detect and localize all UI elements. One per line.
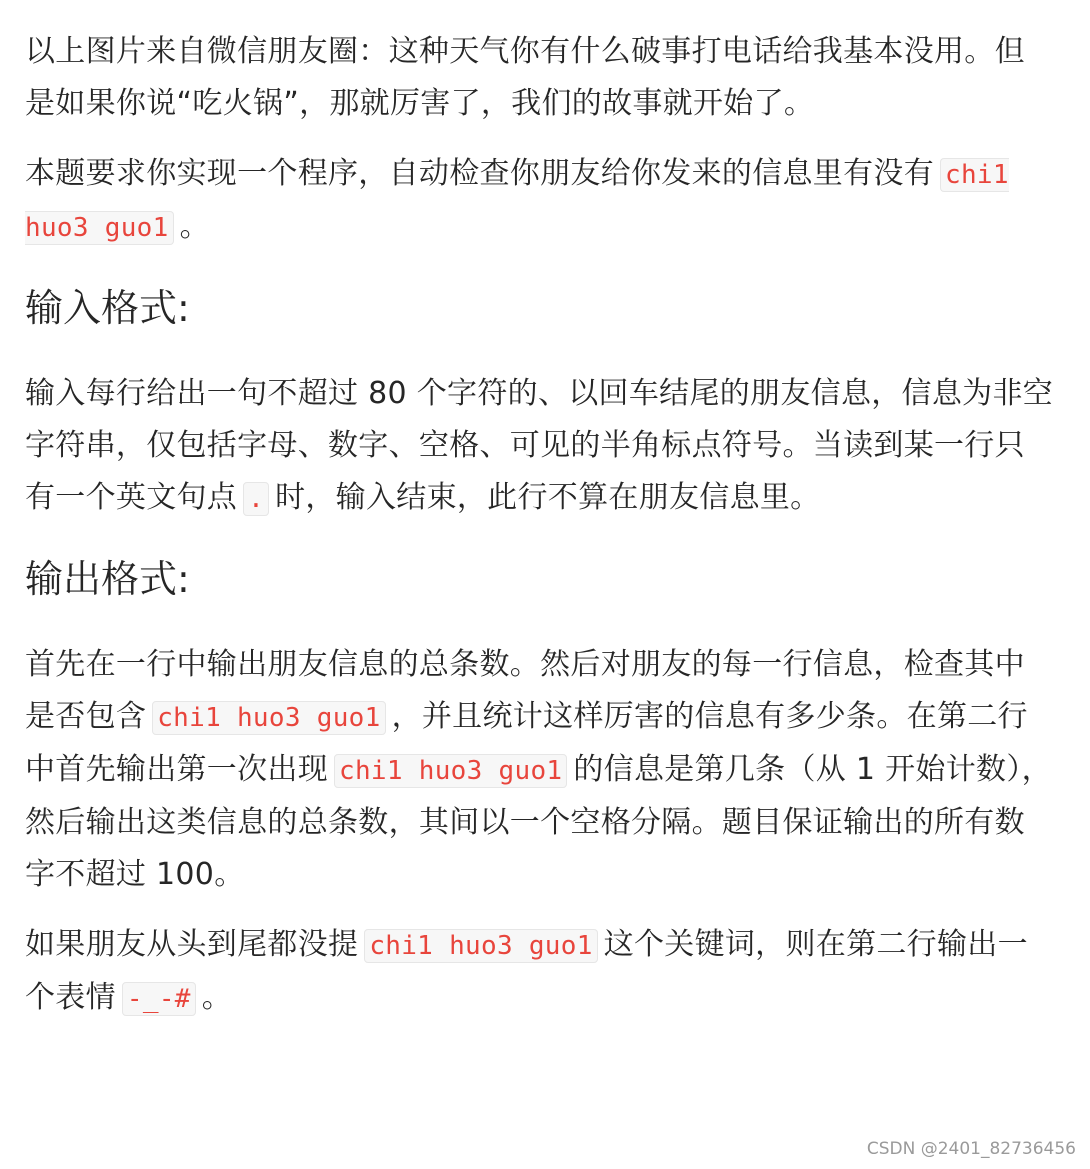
- input-format-paragraph: [25, 368, 1055, 525]
- keyword-code: chi1 huo3 guo1: [25, 160, 1009, 243]
- output-text-3: 的信息是第几条（从 1 开始计数），然后输出这类信息的总条数，其间以一个空格分隔。题目保证输出的所有数字不超过 100。: [25, 752, 1052, 892]
- watermark: CSDN @2401_82736456: [866, 1139, 1076, 1159]
- output-format-heading: 输出格式:: [25, 557, 190, 601]
- no-keyword-paragraph: [25, 919, 1055, 1025]
- input-format-heading: 输入格式:: [25, 286, 190, 330]
- output-format-paragraph: [25, 639, 1055, 901]
- input-text-end: 时，输入结束，此行不算在朋友信息里。: [275, 480, 821, 515]
- output-text-1: 首先在一行中输出朋友信息的总条数。然后对朋友的每一行信息，检查其中是否包含: [25, 647, 1025, 734]
- emoticon-code: -_-#: [122, 982, 196, 1016]
- period-code: .: [243, 482, 269, 516]
- intro-text: 以上图片来自微信朋友圈：这种天气你有什么破事打电话给我基本没用。但是如果你说“吃火锅”，那就厉害了，我们的故事就开始了。: [25, 34, 1025, 121]
- task-text: 本题要求你实现一个程序，自动检查你朋友给你发来的信息里有没有: [25, 156, 934, 191]
- no-keyword-text-end: 。: [201, 980, 233, 1015]
- no-keyword-text-1: 如果朋友从头到尾都没提: [25, 927, 359, 962]
- task-paragraph: [25, 148, 1055, 254]
- output-text-2: ，并且统计这样厉害的信息有多少条。在第二行中首先输出第一次出现: [25, 699, 1028, 787]
- no-keyword-text-2: 这个关键词，则在第二行输出一个表情: [25, 927, 1028, 1015]
- intro-paragraph: [25, 26, 1055, 130]
- keyword-code: chi1 huo3 guo1: [334, 754, 567, 788]
- keyword-code: chi1 huo3 guo1: [152, 701, 385, 735]
- problem-statement: [25, 26, 1055, 1043]
- task-text-end: 。: [179, 209, 210, 244]
- keyword-code: chi1 huo3 guo1: [364, 929, 597, 963]
- input-text: 输入每行给出一句不超过 80 个字符的、以回车结尾的朋友信息，信息为非空字符串，仅包括字母、数字、空格、可见的半角标点符号。当读到某一行只有一个英文句点: [25, 376, 1054, 515]
